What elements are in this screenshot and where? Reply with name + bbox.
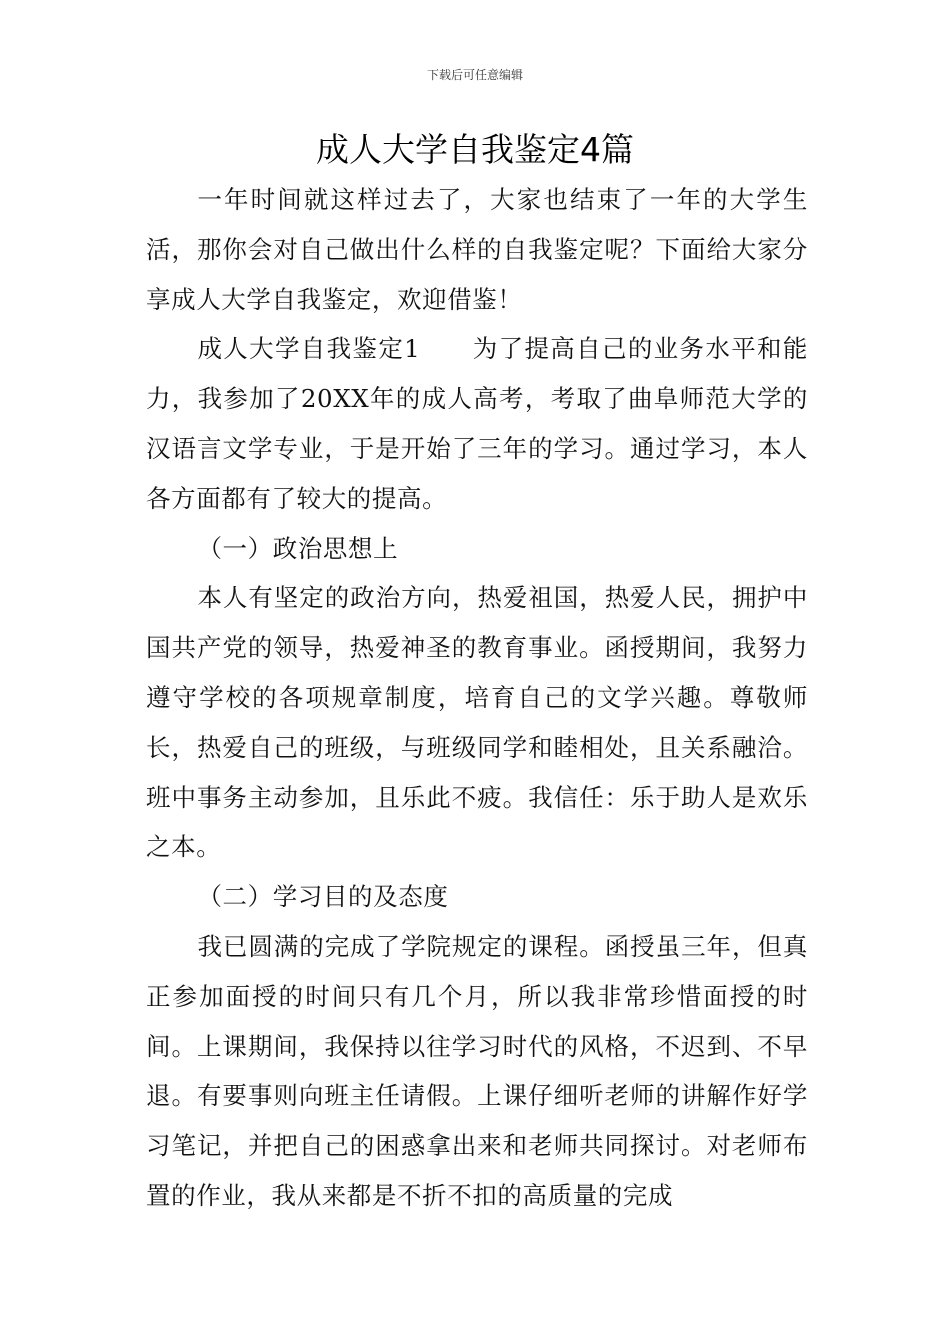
subheading-study: （二）学习目的及态度 — [197, 882, 449, 912]
paragraph-intro: 一年时间就这样过去了，大家也结束了一年的大学生活，那你会对自己做出什么样的自我鉴定呢？下面给大家分享成人大学自我鉴定，欢迎借鉴！ — [146, 185, 808, 314]
paragraph-section-1: 成人大学自我鉴定1 为了提高自己的业务水平和能力，我参加了20XX年的成人高考，考取了曲阜师范大学的汉语言文学专业，于是开始了三年的学习。通过学习，本人各方面都有了较大的提高。 — [146, 334, 808, 513]
paragraph-politics: 本人有坚定的政治方向，热爱祖国，热爱人民，拥护中国共产党的领导，热爱神圣的教育事业。函授期间，我努力遵守学校的各项规章制度，培育自己的文学兴趣。尊敬师长，热爱自己的班级，与班级同学和睦相处，且关系融洽。班中事务主动参加，且乐此不疲。我信任：乐于助人是欢乐之本。 — [146, 583, 808, 862]
paragraph-study: 我已圆满的完成了学院规定的课程。函授虽三年，但真正参加面授的时间只有几个月，所以我非常珍惜面授的时间。上课期间，我保持以往学习时代的风格，不迟到、不早退。有要事则向班主任请假。上课仔细听老师的讲解作好学习笔记，并把自己的困惑拿出来和老师共同探讨。对老师布置的作业，我从来都是不折不扣的高质量的完成 — [146, 931, 808, 1210]
document-body — [146, 175, 808, 1221]
subheading-politics: （一）政治思想上 — [197, 533, 399, 563]
header-note: 下载后可任意编辑 — [426, 68, 523, 82]
document-title: 成人大学自我鉴定4篇 — [316, 130, 634, 169]
